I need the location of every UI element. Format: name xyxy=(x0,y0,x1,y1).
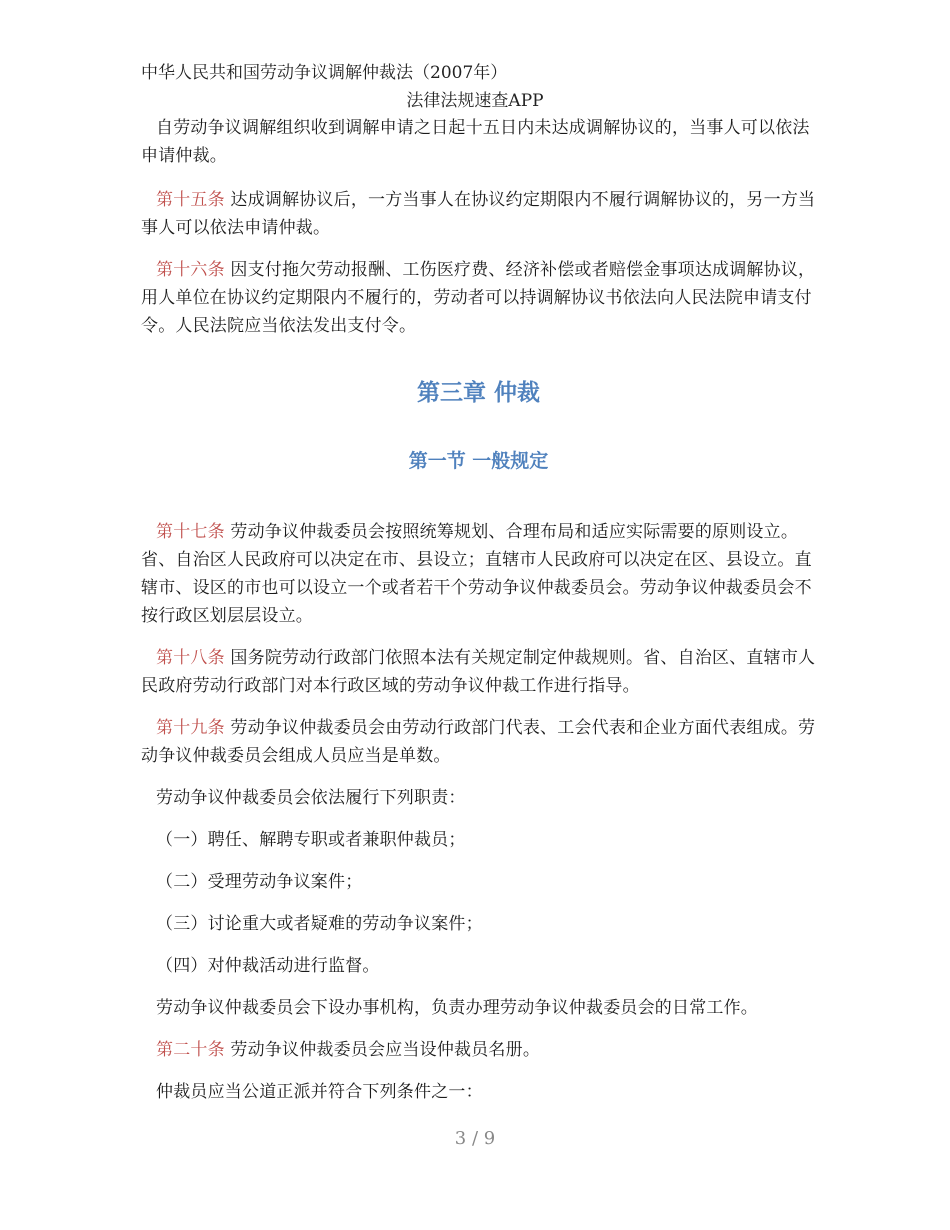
article-number: 第十八条 xyxy=(156,648,225,668)
document-header-title: 中华人民共和国劳动争议调解仲裁法（2007年） xyxy=(141,63,508,83)
document-header-app: 法律法规速查APP xyxy=(406,91,544,111)
paragraph xyxy=(141,784,816,812)
paragraph-text: 劳动争议仲裁委员会应当设仲裁员名册。 xyxy=(224,1040,541,1060)
paragraph-text: （二）受理劳动争议案件； xyxy=(156,872,363,892)
paragraph xyxy=(141,186,816,242)
list-item xyxy=(141,910,816,938)
paragraph xyxy=(141,256,816,340)
paragraph-text: 劳动争议仲裁委员会由劳动行政部门代表、工会代表和企业方面代表组成。劳动争议仲裁委员会组成人员应当是单数。 xyxy=(141,718,816,766)
paragraph xyxy=(141,518,816,630)
article-number: 第十五条 xyxy=(156,190,225,210)
article-number: 第十九条 xyxy=(156,718,225,738)
list-item xyxy=(141,826,816,854)
paragraph xyxy=(141,114,816,170)
paragraph-text: 劳动争议仲裁委员会下设办事机构，负责办理劳动争议仲裁委员会的日常工作。 xyxy=(156,998,758,1018)
paragraph xyxy=(141,1078,816,1106)
paragraph-text: 劳动争议仲裁委员会按照统筹规划、合理布局和适应实际需要的原则设立。省、自治区人民政府可以决定在市、县设立；直辖市人民政府可以决定在区、县设立。直辖市、设区的市也可以设立一个或者若干个劳动争议仲裁委员会。劳动争议仲裁委员会不按行政区划层层设立。 xyxy=(141,522,812,626)
article-number: 第二十条 xyxy=(156,1040,225,1060)
paragraph xyxy=(141,714,816,770)
paragraph-text: 自劳动争议调解组织收到调解申请之日起十五日内未达成调解协议的，当事人可以依法申请仲裁。 xyxy=(141,118,810,166)
paragraph-text: 劳动争议仲裁委员会依法履行下列职责： xyxy=(156,788,466,808)
paragraph-text: 仲裁员应当公道正派并符合下列条件之一： xyxy=(156,1082,483,1102)
paragraph xyxy=(141,1036,816,1064)
paragraph-text: 达成调解协议后，一方当事人在协议约定期限内不履行调解协议的，另一方当事人可以依法申请仲裁。 xyxy=(141,190,816,238)
paragraph-text: （三）讨论重大或者疑难的劳动争议案件； xyxy=(156,914,483,934)
list-item xyxy=(141,952,816,980)
paragraph xyxy=(141,644,816,700)
chapter-heading: 第三章 仲裁 xyxy=(416,379,540,406)
article-number: 第十七条 xyxy=(156,522,225,542)
section-heading: 第一节 一般规定 xyxy=(408,450,549,472)
paragraph-text: （四）对仲裁活动进行监督。 xyxy=(156,956,380,976)
paragraph-text: 因支付拖欠劳动报酬、工伤医疗费、经济补偿或者赔偿金事项达成调解协议，用人单位在协议约定期限内不履行的，劳动者可以持调解协议书依法向人民法院申请支付令。人民法院应当依法发出支付令。 xyxy=(141,260,816,336)
document-body xyxy=(141,114,816,1120)
paragraph xyxy=(141,994,816,1022)
article-number: 第十六条 xyxy=(156,260,225,280)
paragraph-text: 国务院劳动行政部门依照本法有关规定制定仲裁规则。省、自治区、直辖市人民政府劳动行政部门对本行政区域的劳动争议仲裁工作进行指导。 xyxy=(141,648,816,696)
list-item xyxy=(141,868,816,896)
page-indicator: 3 / 9 xyxy=(454,1128,496,1149)
paragraph-text: （一）聘任、解聘专职或者兼职仲裁员； xyxy=(156,830,466,850)
